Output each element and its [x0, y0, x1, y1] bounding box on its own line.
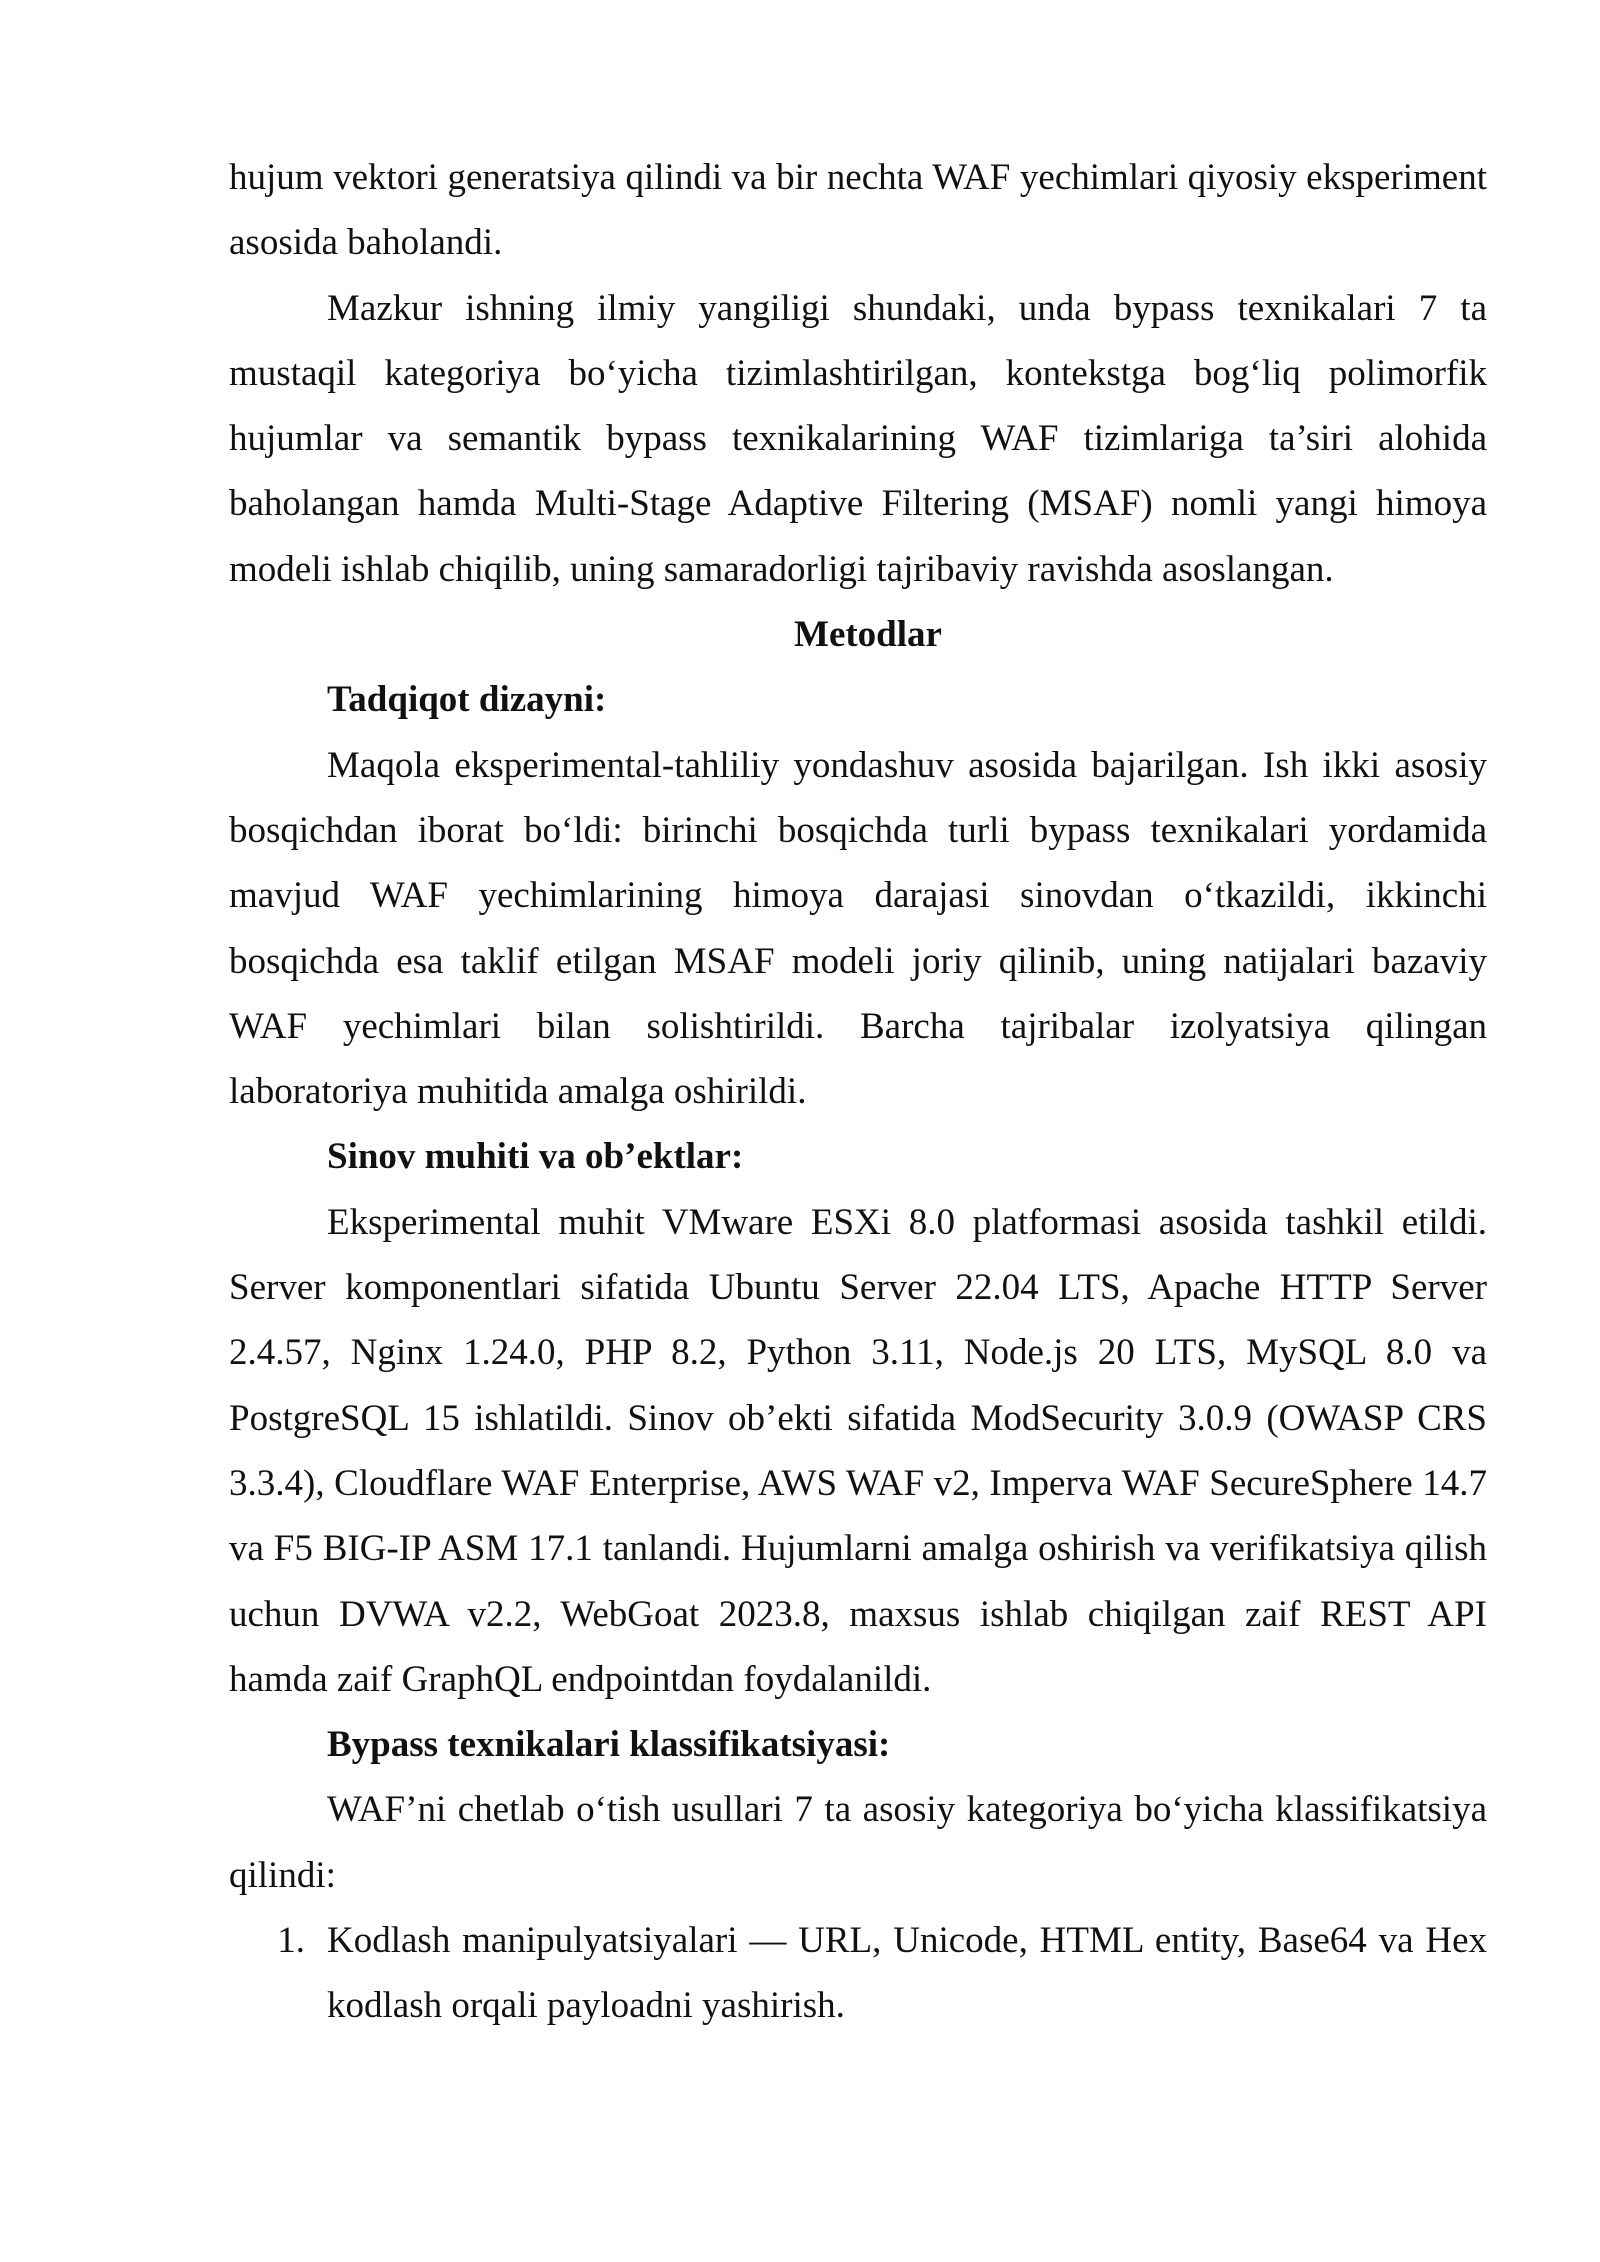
classification-list [229, 1908, 1487, 2039]
paragraph-classification-intro: WAF’ni chetlab o‘tish usullari 7 ta asosiy kategoriya bo‘yicha klassifikatsiya qilindi: [229, 1789, 1487, 1896]
list-item [229, 1908, 1487, 2039]
list-item-number: 1. [277, 1920, 305, 1962]
list-item-text: Kodlash manipulyatsiyalari — URL, Unicode, HTML entity, Base64 va Hex kodlash orqali payloadni yashirish. [327, 1920, 1487, 2027]
list-item-number-wrap [229, 1908, 327, 2039]
paragraph-design: Maqola eksperimental-tahliliy yondashuv asosida bajarilgan. Ish ikki asosiy bosqichdan iborat bo‘ldi: birinchi bosqichda turli bypass texnikalari yordamida mavjud WAF yechimlarining himoya darajasi sinovdan o‘tkazildi, ikkinchi bosqichda esa taklif etilgan MSAF modeli joriy qilinib, uning natijalari bazaviy WAF yechimlari bilan solishtirildi. Barcha tajribalar izolyatsiya qilingan laboratoriya muhitida amalga oshirildi. [229, 744, 1487, 1113]
subheading-classification: Bypass texnikalari klassifikatsiyasi: [327, 1724, 891, 1766]
section-title: Metodlar [794, 614, 942, 656]
paragraph-environment: Eksperimental muhit VMware ESXi 8.0 platformasi asosida tashkil etildi. Server komponentlari sifatida Ubuntu Server 22.04 LTS, Apache HTTP Server 2.4.57, Nginx 1.24.0, PHP 8.2, Python 3.11, Node.js 20 LTS, MySQL 8.0 va PostgreSQL 15 ishlatildi. Sinov ob’ekti sifatida ModSecurity 3.0.9 (OWASP CRS 3.3.4), Cloudflare WAF Enterprise, AWS WAF v2, Imperva WAF SecureSphere 14.7 va F5 BIG-IP ASM 17.1 tanlandi. Hujumlarni amalga oshirish va verifikatsiya qilish uchun DVWA v2.2, WebGoat 2023.8, maxsus ishlab chiqilgan zaif REST API hamda zaif GraphQL endpointdan foydalanildi. [229, 1201, 1487, 1700]
document-page [229, 145, 1487, 2039]
paragraph-novelty: Mazkur ishning ilmiy yangiligi shundaki, unda bypass texnikalari 7 ta mustaqil kategoriya bo‘yicha tizimlashtirilgan, kontekstga bog‘liq polimorfik hujumlar va semantik bypass texnikalarining WAF tizimlariga ta’siri alohida baholangan hamda Multi-Stage Adaptive Filtering (MSAF) nomli yangi himoya modeli ishlab chiqilib, uning samaradorligi tajribaviy ravishda asoslangan. [229, 287, 1487, 590]
subheading-design: Tadqiqot dizayni: [327, 679, 607, 721]
paragraph-intro-continuation: hujum vektori generatsiya qilindi va bir nechta WAF yechimlari qiyosiy eksperiment asosida baholandi. [229, 157, 1487, 264]
subheading-environment: Sinov muhiti va ob’ektlar: [327, 1136, 744, 1178]
